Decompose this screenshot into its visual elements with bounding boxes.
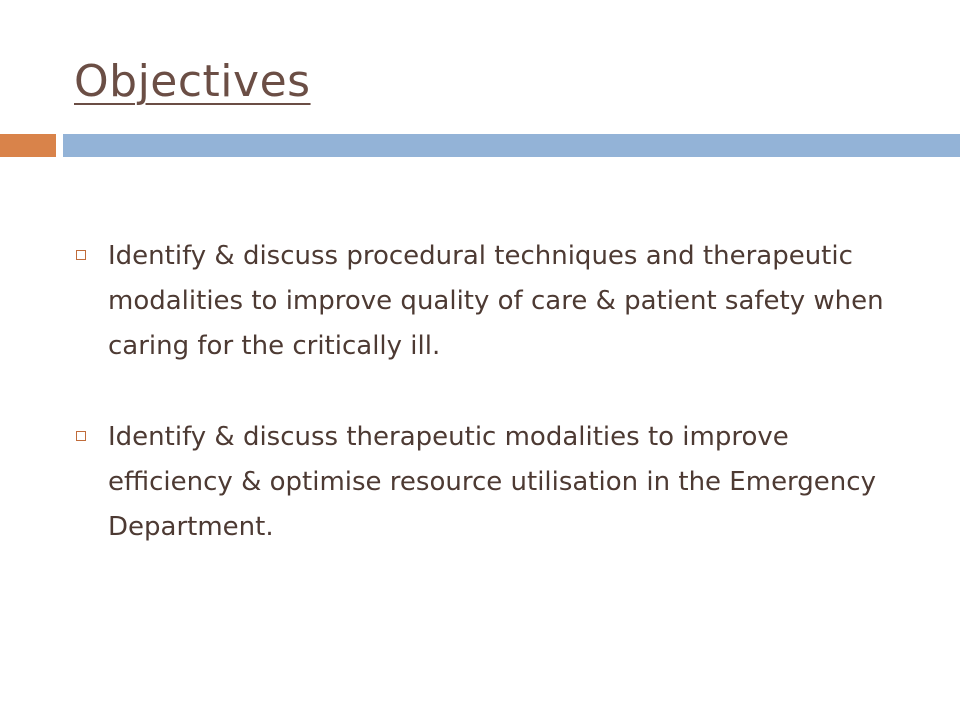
slide-title: Objectives [74,56,311,107]
square-bullet-icon [76,431,86,441]
bullet-text: Identify & discuss therapeutic modalities to improve efficiency & optimise resource utilisation in the Emergency Department. [108,422,876,542]
bullet-list [76,234,906,550]
square-bullet-icon [76,250,86,260]
bullet-text: Identify & discuss procedural techniques and therapeutic modalities to improve quality of care & patient safety when caring for the critically ill. [108,241,884,361]
accent-bar-blue [63,134,960,157]
accent-bar-orange [0,134,56,157]
bullet-item [76,415,906,550]
bullet-item [76,234,906,369]
